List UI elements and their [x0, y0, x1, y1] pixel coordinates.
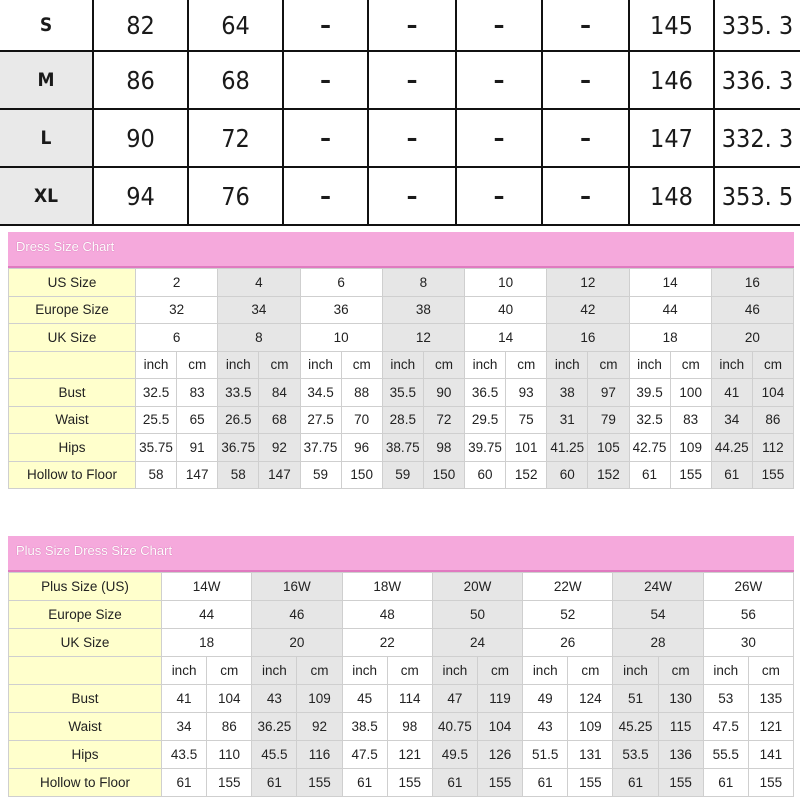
- bust-inch-cell: 33.5: [218, 379, 259, 407]
- hips-cm-cell: 131: [568, 741, 613, 769]
- hollow-inch-cell: 61: [629, 461, 670, 489]
- hollow-inch-cell: 58: [218, 461, 259, 489]
- europe-size-cell: 56: [703, 601, 793, 629]
- uk-size-cell: 10: [300, 324, 382, 352]
- europe-size-cell: 34: [218, 296, 300, 324]
- hollow-inch-cell: 59: [382, 461, 423, 489]
- bust-cm-cell: 124: [568, 685, 613, 713]
- unit-inch: inch: [300, 351, 341, 379]
- hollow-cm-cell: 155: [387, 769, 432, 797]
- us-size-cell: 16: [711, 269, 793, 297]
- waist-cm-cell: 65: [177, 406, 218, 434]
- bust-cm-cell: 114: [387, 685, 432, 713]
- dress-size-chart: [8, 232, 794, 489]
- hollow-inch-cell: 58: [136, 461, 177, 489]
- us-size-cell: 10: [465, 269, 547, 297]
- row-label: Hips: [9, 741, 162, 769]
- unit-cm: cm: [387, 657, 432, 685]
- unit-cm: cm: [423, 351, 464, 379]
- row-label-blank: [9, 657, 162, 685]
- hollow-inch-cell: 61: [342, 769, 387, 797]
- us-size-cell: 20W: [432, 573, 522, 601]
- dash-cell: –: [283, 0, 368, 51]
- hollow-inch-cell: 61: [703, 769, 748, 797]
- us-size-cell: 8: [382, 269, 464, 297]
- unit-inch: inch: [629, 351, 670, 379]
- plus_chart-row-hollow: [9, 769, 794, 797]
- bust-cm-cell: 88: [341, 379, 382, 407]
- us-size-cell: 16W: [252, 573, 342, 601]
- dash-cell: –: [542, 0, 629, 51]
- bust-cm-cell: 135: [748, 685, 793, 713]
- uk-size-cell: 6: [136, 324, 218, 352]
- hips-inch-cell: 51.5: [523, 741, 568, 769]
- europe-size-cell: 42: [547, 296, 629, 324]
- us-size-cell: 18W: [342, 573, 432, 601]
- waist-inch-cell: 45.25: [613, 713, 658, 741]
- row-label: Bust: [9, 379, 136, 407]
- europe-size-cell: 36: [300, 296, 382, 324]
- measure-3: 147: [629, 109, 714, 167]
- unit-inch: inch: [711, 351, 752, 379]
- row-label: UK Size: [9, 324, 136, 352]
- uk-size-cell: 28: [613, 629, 703, 657]
- row-label: Hollow to Floor: [9, 769, 162, 797]
- bust-inch-cell: 39.5: [629, 379, 670, 407]
- uk-size-cell: 30: [703, 629, 793, 657]
- hips-inch-cell: 38.75: [382, 434, 423, 462]
- dash-cell: –: [368, 167, 456, 225]
- hollow-inch-cell: 61: [162, 769, 207, 797]
- unit-cm: cm: [297, 657, 342, 685]
- bust-inch-cell: 36.5: [465, 379, 506, 407]
- measure-2: 76: [188, 167, 283, 225]
- europe-size-cell: 48: [342, 601, 432, 629]
- uk-size-cell: 20: [252, 629, 342, 657]
- measure-2: 68: [188, 51, 283, 109]
- hollow-cm-cell: 150: [423, 461, 464, 489]
- waist-cm-cell: 83: [670, 406, 711, 434]
- row-label: Europe Size: [9, 601, 162, 629]
- size-label: L: [0, 109, 93, 167]
- hollow-inch-cell: 61: [613, 769, 658, 797]
- bust-inch-cell: 38: [547, 379, 588, 407]
- hollow-cm-cell: 152: [506, 461, 547, 489]
- dress_chart-row-bust: [9, 379, 794, 407]
- hips-inch-cell: 55.5: [703, 741, 748, 769]
- measure-4: 336. 3: [714, 51, 800, 109]
- measure-4: 353. 5: [714, 167, 800, 225]
- waist-inch-cell: 34: [711, 406, 752, 434]
- europe-size-cell: 44: [162, 601, 252, 629]
- waist-inch-cell: 43: [523, 713, 568, 741]
- dress_chart-row-waist: [9, 406, 794, 434]
- hips-inch-cell: 39.75: [465, 434, 506, 462]
- hollow-cm-cell: 155: [748, 769, 793, 797]
- top-table-row: [0, 167, 800, 225]
- us-size-cell: 12: [547, 269, 629, 297]
- row-label: Waist: [9, 406, 136, 434]
- row-label: UK Size: [9, 629, 162, 657]
- hollow-cm-cell: 155: [207, 769, 252, 797]
- hips-inch-cell: 42.75: [629, 434, 670, 462]
- row-label: Europe Size: [9, 296, 136, 324]
- unit-inch: inch: [218, 351, 259, 379]
- plus_chart-row-uk: [9, 629, 794, 657]
- size-label: S: [0, 0, 93, 51]
- hips-inch-cell: 36.75: [218, 434, 259, 462]
- bust-cm-cell: 90: [423, 379, 464, 407]
- unit-inch: inch: [703, 657, 748, 685]
- waist-inch-cell: 34: [162, 713, 207, 741]
- unit-inch: inch: [613, 657, 658, 685]
- waist-inch-cell: 40.75: [432, 713, 477, 741]
- row-label: Hips: [9, 434, 136, 462]
- waist-cm-cell: 86: [752, 406, 793, 434]
- hollow-cm-cell: 152: [588, 461, 629, 489]
- unit-cm: cm: [748, 657, 793, 685]
- bust-cm-cell: 84: [259, 379, 300, 407]
- hips-cm-cell: 126: [477, 741, 522, 769]
- bust-inch-cell: 32.5: [136, 379, 177, 407]
- us-size-cell: 2: [136, 269, 218, 297]
- measure-4: 332. 3: [714, 109, 800, 167]
- waist-inch-cell: 32.5: [629, 406, 670, 434]
- row-label: Plus Size (US): [9, 573, 162, 601]
- hips-cm-cell: 112: [752, 434, 793, 462]
- dash-cell: –: [456, 0, 542, 51]
- uk-size-cell: 20: [711, 324, 793, 352]
- unit-cm: cm: [568, 657, 613, 685]
- top-size-table: [0, 0, 800, 226]
- europe-size-cell: 32: [136, 296, 218, 324]
- hips-inch-cell: 49.5: [432, 741, 477, 769]
- hips-cm-cell: 110: [207, 741, 252, 769]
- dash-cell: –: [283, 167, 368, 225]
- hollow-inch-cell: 59: [300, 461, 341, 489]
- bust-inch-cell: 45: [342, 685, 387, 713]
- waist-cm-cell: 98: [387, 713, 432, 741]
- row-label: Hollow to Floor: [9, 461, 136, 489]
- unit-inch: inch: [136, 351, 177, 379]
- europe-size-cell: 40: [465, 296, 547, 324]
- bust-cm-cell: 83: [177, 379, 218, 407]
- us-size-cell: 14: [629, 269, 711, 297]
- unit-inch: inch: [162, 657, 207, 685]
- bust-inch-cell: 35.5: [382, 379, 423, 407]
- hips-cm-cell: 101: [506, 434, 547, 462]
- measure-4: 335. 3: [714, 0, 800, 51]
- uk-size-cell: 18: [629, 324, 711, 352]
- unit-cm: cm: [588, 351, 629, 379]
- waist-inch-cell: 38.5: [342, 713, 387, 741]
- dash-cell: –: [368, 109, 456, 167]
- hips-cm-cell: 116: [297, 741, 342, 769]
- unit-inch: inch: [465, 351, 506, 379]
- waist-cm-cell: 75: [506, 406, 547, 434]
- size-label: XL: [0, 167, 93, 225]
- hollow-cm-cell: 155: [658, 769, 703, 797]
- unit-cm: cm: [477, 657, 522, 685]
- unit-cm: cm: [177, 351, 218, 379]
- bust-cm-cell: 97: [588, 379, 629, 407]
- bust-inch-cell: 34.5: [300, 379, 341, 407]
- hollow-inch-cell: 60: [465, 461, 506, 489]
- waist-inch-cell: 28.5: [382, 406, 423, 434]
- dress_chart-row-europe: [9, 296, 794, 324]
- top-table-row: [0, 109, 800, 167]
- unit-cm: cm: [506, 351, 547, 379]
- top-table-row: [0, 51, 800, 109]
- uk-size-cell: 8: [218, 324, 300, 352]
- hips-cm-cell: 136: [658, 741, 703, 769]
- waist-cm-cell: 68: [259, 406, 300, 434]
- bust-cm-cell: 93: [506, 379, 547, 407]
- measure-3: 145: [629, 0, 714, 51]
- hollow-cm-cell: 155: [752, 461, 793, 489]
- dash-cell: –: [542, 109, 629, 167]
- dress-size-table: [8, 268, 794, 489]
- dress_chart-row-uk: [9, 324, 794, 352]
- measure-1: 86: [93, 51, 188, 109]
- dash-cell: –: [456, 167, 542, 225]
- waist-cm-cell: 109: [568, 713, 613, 741]
- uk-size-cell: 12: [382, 324, 464, 352]
- waist-cm-cell: 92: [297, 713, 342, 741]
- hips-cm-cell: 109: [670, 434, 711, 462]
- waist-cm-cell: 115: [658, 713, 703, 741]
- europe-size-cell: 46: [252, 601, 342, 629]
- hollow-inch-cell: 61: [711, 461, 752, 489]
- unit-inch: inch: [382, 351, 423, 379]
- dash-cell: –: [456, 109, 542, 167]
- unit-cm: cm: [658, 657, 703, 685]
- bust-inch-cell: 41: [711, 379, 752, 407]
- unit-cm: cm: [752, 351, 793, 379]
- unit-cm: cm: [259, 351, 300, 379]
- measure-1: 90: [93, 109, 188, 167]
- waist-cm-cell: 121: [748, 713, 793, 741]
- hips-cm-cell: 105: [588, 434, 629, 462]
- measure-2: 64: [188, 0, 283, 51]
- plus_chart-row-hips: [9, 741, 794, 769]
- hips-inch-cell: 43.5: [162, 741, 207, 769]
- unit-inch: inch: [252, 657, 297, 685]
- europe-size-cell: 52: [523, 601, 613, 629]
- hollow-cm-cell: 150: [341, 461, 382, 489]
- plus_chart-row-europe: [9, 601, 794, 629]
- top-table-row: [0, 0, 800, 51]
- dress_chart-row-units: [9, 351, 794, 379]
- bust-inch-cell: 51: [613, 685, 658, 713]
- size-label: M: [0, 51, 93, 109]
- unit-inch: inch: [523, 657, 568, 685]
- unit-inch: inch: [342, 657, 387, 685]
- hips-cm-cell: 96: [341, 434, 382, 462]
- unit-inch: inch: [547, 351, 588, 379]
- bust-cm-cell: 104: [752, 379, 793, 407]
- measure-1: 94: [93, 167, 188, 225]
- waist-inch-cell: 25.5: [136, 406, 177, 434]
- row-label: US Size: [9, 269, 136, 297]
- dress_chart-row-hollow: [9, 461, 794, 489]
- plus_chart-row-waist: [9, 713, 794, 741]
- row-label-blank: [9, 351, 136, 379]
- waist-cm-cell: 79: [588, 406, 629, 434]
- plus_chart-row-units: [9, 657, 794, 685]
- us-size-cell: 26W: [703, 573, 793, 601]
- us-size-cell: 22W: [523, 573, 613, 601]
- uk-size-cell: 22: [342, 629, 432, 657]
- unit-inch: inch: [432, 657, 477, 685]
- europe-size-cell: 50: [432, 601, 522, 629]
- hollow-cm-cell: 147: [177, 461, 218, 489]
- hollow-inch-cell: 61: [252, 769, 297, 797]
- hips-cm-cell: 141: [748, 741, 793, 769]
- hips-inch-cell: 45.5: [252, 741, 297, 769]
- bust-cm-cell: 104: [207, 685, 252, 713]
- waist-inch-cell: 36.25: [252, 713, 297, 741]
- hollow-cm-cell: 155: [297, 769, 342, 797]
- dash-cell: –: [368, 51, 456, 109]
- uk-size-cell: 18: [162, 629, 252, 657]
- europe-size-cell: 54: [613, 601, 703, 629]
- hollow-inch-cell: 61: [432, 769, 477, 797]
- dress_chart-row-hips: [9, 434, 794, 462]
- hips-cm-cell: 91: [177, 434, 218, 462]
- measure-3: 146: [629, 51, 714, 109]
- us-size-cell: 24W: [613, 573, 703, 601]
- bust-inch-cell: 43: [252, 685, 297, 713]
- uk-size-cell: 14: [465, 324, 547, 352]
- hips-inch-cell: 47.5: [342, 741, 387, 769]
- plus_chart-row-us: [9, 573, 794, 601]
- europe-size-cell: 46: [711, 296, 793, 324]
- measure-2: 72: [188, 109, 283, 167]
- hollow-cm-cell: 155: [670, 461, 711, 489]
- bust-inch-cell: 47: [432, 685, 477, 713]
- uk-size-cell: 26: [523, 629, 613, 657]
- hips-inch-cell: 44.25: [711, 434, 752, 462]
- hollow-cm-cell: 155: [477, 769, 522, 797]
- hips-inch-cell: 37.75: [300, 434, 341, 462]
- hollow-inch-cell: 61: [523, 769, 568, 797]
- us-size-cell: 4: [218, 269, 300, 297]
- dash-cell: –: [283, 51, 368, 109]
- waist-cm-cell: 72: [423, 406, 464, 434]
- us-size-cell: 14W: [162, 573, 252, 601]
- waist-cm-cell: 86: [207, 713, 252, 741]
- waist-inch-cell: 47.5: [703, 713, 748, 741]
- bust-inch-cell: 53: [703, 685, 748, 713]
- bust-cm-cell: 100: [670, 379, 711, 407]
- unit-cm: cm: [341, 351, 382, 379]
- us-size-cell: 6: [300, 269, 382, 297]
- bust-cm-cell: 119: [477, 685, 522, 713]
- dash-cell: –: [542, 51, 629, 109]
- measure-1: 82: [93, 0, 188, 51]
- hips-cm-cell: 98: [423, 434, 464, 462]
- europe-size-cell: 38: [382, 296, 464, 324]
- plus-chart-title: Plus Size Dress Size Chart: [8, 536, 794, 572]
- hips-cm-cell: 121: [387, 741, 432, 769]
- bust-inch-cell: 41: [162, 685, 207, 713]
- unit-cm: cm: [207, 657, 252, 685]
- hips-inch-cell: 41.25: [547, 434, 588, 462]
- plus_chart-row-bust: [9, 685, 794, 713]
- bust-inch-cell: 49: [523, 685, 568, 713]
- plus-size-chart: [8, 536, 794, 797]
- hips-cm-cell: 92: [259, 434, 300, 462]
- hips-inch-cell: 35.75: [136, 434, 177, 462]
- dash-cell: –: [283, 109, 368, 167]
- uk-size-cell: 24: [432, 629, 522, 657]
- row-label: Bust: [9, 685, 162, 713]
- bust-cm-cell: 130: [658, 685, 703, 713]
- uk-size-cell: 16: [547, 324, 629, 352]
- waist-cm-cell: 104: [477, 713, 522, 741]
- dash-cell: –: [368, 0, 456, 51]
- waist-inch-cell: 26.5: [218, 406, 259, 434]
- bust-cm-cell: 109: [297, 685, 342, 713]
- dress-chart-title: Dress Size Chart: [8, 232, 794, 268]
- hips-inch-cell: 53.5: [613, 741, 658, 769]
- measure-3: 148: [629, 167, 714, 225]
- hollow-cm-cell: 155: [568, 769, 613, 797]
- dress_chart-row-us: [9, 269, 794, 297]
- waist-inch-cell: 27.5: [300, 406, 341, 434]
- europe-size-cell: 44: [629, 296, 711, 324]
- hollow-inch-cell: 60: [547, 461, 588, 489]
- dash-cell: –: [542, 167, 629, 225]
- waist-inch-cell: 31: [547, 406, 588, 434]
- dash-cell: –: [456, 51, 542, 109]
- waist-cm-cell: 70: [341, 406, 382, 434]
- row-label: Waist: [9, 713, 162, 741]
- waist-inch-cell: 29.5: [465, 406, 506, 434]
- hollow-cm-cell: 147: [259, 461, 300, 489]
- plus-size-table: [8, 572, 794, 797]
- unit-cm: cm: [670, 351, 711, 379]
